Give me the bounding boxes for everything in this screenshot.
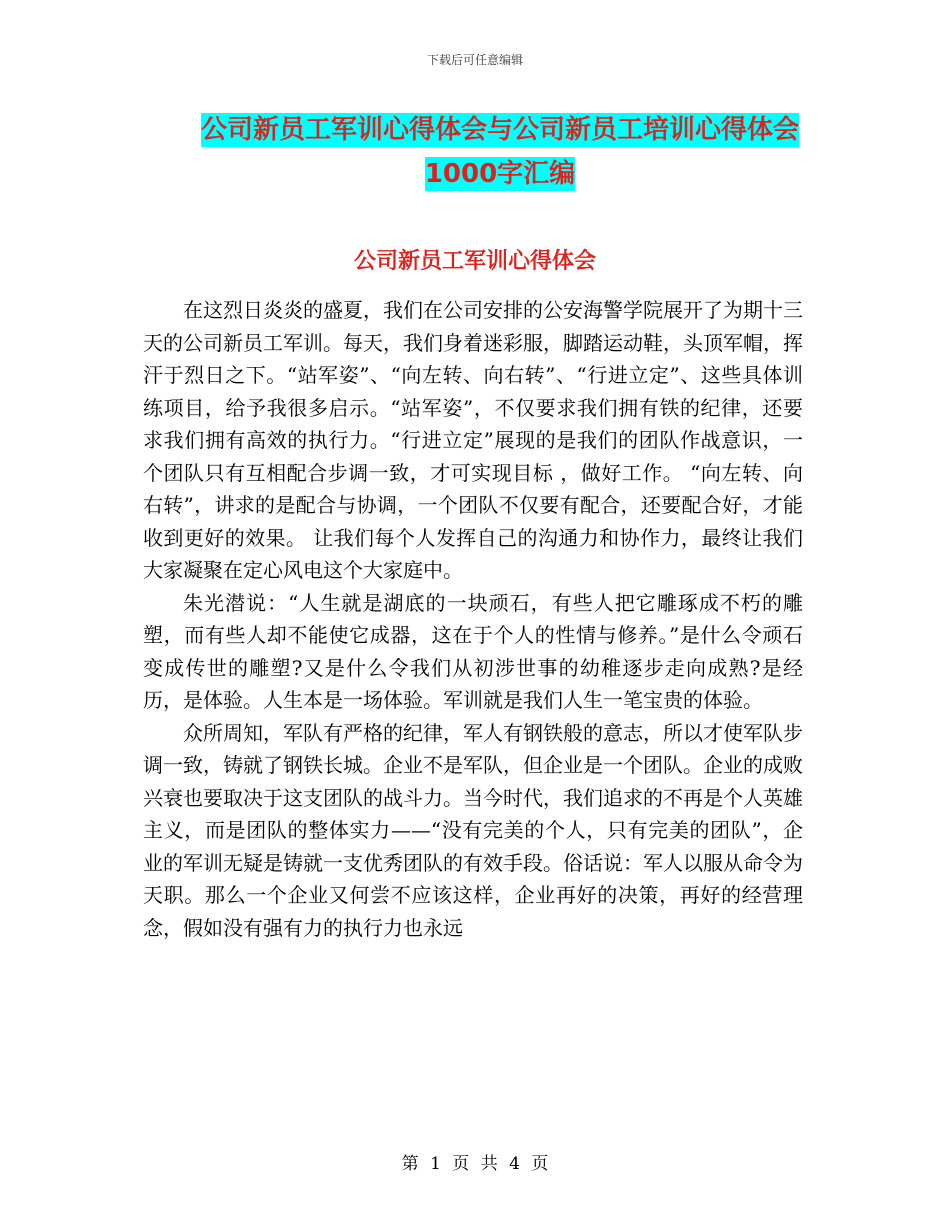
title-line-1: 公司新员工军训心得体会与公司新员工培训心得体会	[200, 115, 799, 145]
body-text	[143, 294, 803, 944]
title-line-2: 1000字汇编	[424, 159, 576, 189]
paragraph: 朱光潜说：“人生就是湖底的一块顽石，有些人把它雕琢成不朽的雕塑，而有些人却不能使它成器，这在于个人的性情与修养。”是什么令顽石变成传世的雕塑?又是什么令我们从初涉世事的幼稚逐步走向成熟?是经历，是体验。人生本是一场体验。军训就是我们人生一笔宝贵的体验。	[143, 590, 803, 712]
paragraph: 众所周知，军队有严格的纪律，军人有钢铁般的意志，所以才使军队步调一致，铸就了钢铁长城。企业不是军队，但企业是一个团队。企业的成败兴衰也要取决于这支团队的战斗力。当今时代，我们追求的不再是个人英雄主义，而是团队的整体实力——“没有完美的个人，只有完美的团队”，企业的军训无疑是铸就一支优秀团队的有效手段。俗话说：军人以服从命令为天职。那么一个企业又何尝不应该这样，企业再好的决策，再好的经营理念，假如没有强有力的执行力也永远	[143, 720, 803, 940]
paragraph: 在这烈日炎炎的盛夏，我们在公司安排的公安海警学院展开了为期十三天的公司新员工军训。每天，我们身着迷彩服，脚踏运动鞋，头顶军帽，挥汗于烈日之下。“站军姿”、“向左转、向右转”、“行进立定”、这些具体训练项目，给予我很多启示。“站军姿”，不仅要求我们拥有铁的纪律，还要求我们拥有高效的执行力。“行进立定”展现的是我们的团队作战意识，一个团队只有互相配合步调一致，才可实现目标 ，做好工作。 “向左转、向右转”，讲求的是配合与协调，一个团队不仅要有配合，还要配合好，才能收到更好的效果。 让我们每个人发挥自己的沟通力和协作力，最终让我们大家凝聚在定心风电这个大家庭中。	[143, 298, 803, 582]
document-title	[140, 108, 860, 196]
section-title: 公司新员工军训心得体会	[353, 249, 596, 274]
page-footer: 第 1 页 共 4 页	[401, 1154, 549, 1174]
header-note: 下载后可任意编辑	[426, 53, 523, 67]
